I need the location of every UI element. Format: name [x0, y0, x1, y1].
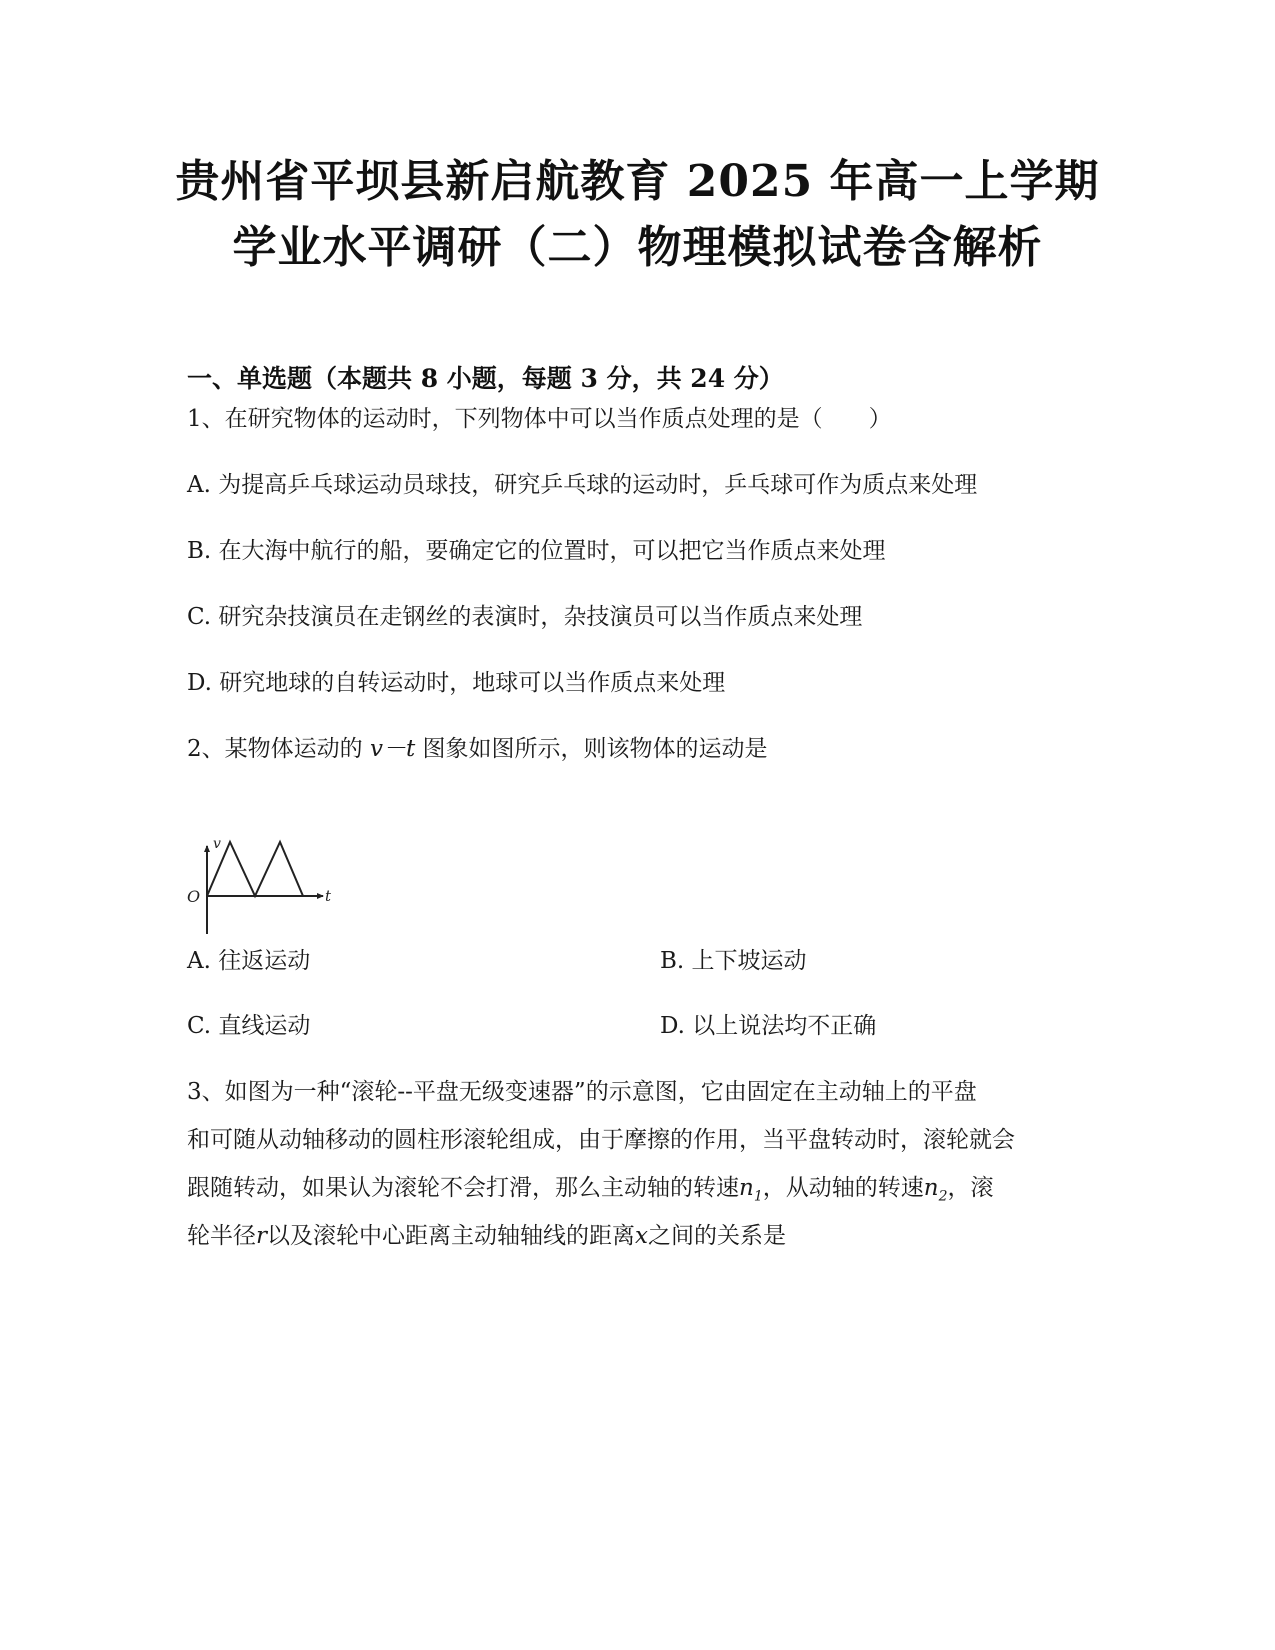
question-1-stem: 1、在研究物体的运动时，下列物体中可以当作质点处理的是（ ）	[187, 406, 892, 432]
question-2-stem-prefix: 2、某物体运动的	[187, 736, 370, 762]
question-3-line-3-part-a: 跟随转动，如果认为滚轮不会打滑，那么主动轴的转速	[187, 1175, 739, 1201]
symbol-n2: $n_2$	[923, 1175, 948, 1205]
question-3-line-1: 3、如图为一种“滚轮--平盘无级变速器”的示意图，它由固定在主动轴上的平盘	[187, 1079, 977, 1105]
question-2-option-c: C. 直线运动	[187, 1013, 311, 1039]
question-3-line-2: 和可随从动轴移动的圆柱形滚轮组成，由于摩擦的作用，当平盘转动时，滚轮就会	[187, 1127, 1015, 1153]
question-3-line-3-part-c: ，滚	[947, 1175, 994, 1201]
question-2-stem	[187, 734, 768, 764]
question-3-line-3	[187, 1173, 994, 1212]
symbol-n1: $n_1$	[739, 1175, 763, 1205]
document-title-line-2: 学业水平调研（二）物理模拟试卷含解析	[232, 222, 1043, 273]
vt-graph-curve	[207, 842, 303, 896]
section-heading-single-choice: 一、单选题（本题共 8 小题，每题 3 分，共 24 分）	[187, 364, 784, 393]
symbol-x: x	[635, 1223, 648, 1249]
question-3-line-3-part-b: ，从动轴的转速	[762, 1175, 924, 1201]
question-1-option-d: D. 研究地球的自转运动时，地球可以当作质点来处理	[187, 670, 726, 696]
question-3-line-4-part-c: 之间的关系是	[647, 1223, 786, 1249]
question-1-option-a: A. 为提高乒乓球运动员球技，研究乒乓球的运动时，乒乓球可作为质点来处理	[187, 472, 978, 498]
vt-graph-origin-label: O	[187, 887, 201, 906]
document-title-line-1: 贵州省平坝县新启航教育 2025 年高一上学期	[175, 156, 1100, 207]
question-2-vt-symbol: v－t	[369, 736, 416, 762]
question-3-line-4	[187, 1221, 786, 1251]
question-1-option-c: C. 研究杂技演员在走钢丝的表演时，杂技演员可以当作质点来处理	[187, 604, 863, 630]
question-3-line-4-part-a: 轮半径	[187, 1223, 256, 1249]
question-2-stem-suffix: 图象如图所示，则该物体的运动是	[415, 736, 768, 762]
question-3-line-4-part-b: 以及滚轮中心距离主动轴轴线的距离	[267, 1223, 635, 1249]
question-1-option-b: B. 在大海中航行的船，要确定它的位置时，可以把它当作质点来处理	[187, 538, 886, 564]
question-2-option-d: D. 以上说法均不正确	[660, 1013, 877, 1039]
question-2-option-b: B. 上下坡运动	[660, 948, 807, 974]
symbol-r: r	[256, 1223, 267, 1249]
question-2-option-a: A. 往返运动	[187, 948, 311, 974]
vt-graph	[185, 838, 345, 948]
vt-graph-x-label: t	[325, 887, 332, 905]
vt-graph-y-label: v	[213, 838, 221, 852]
